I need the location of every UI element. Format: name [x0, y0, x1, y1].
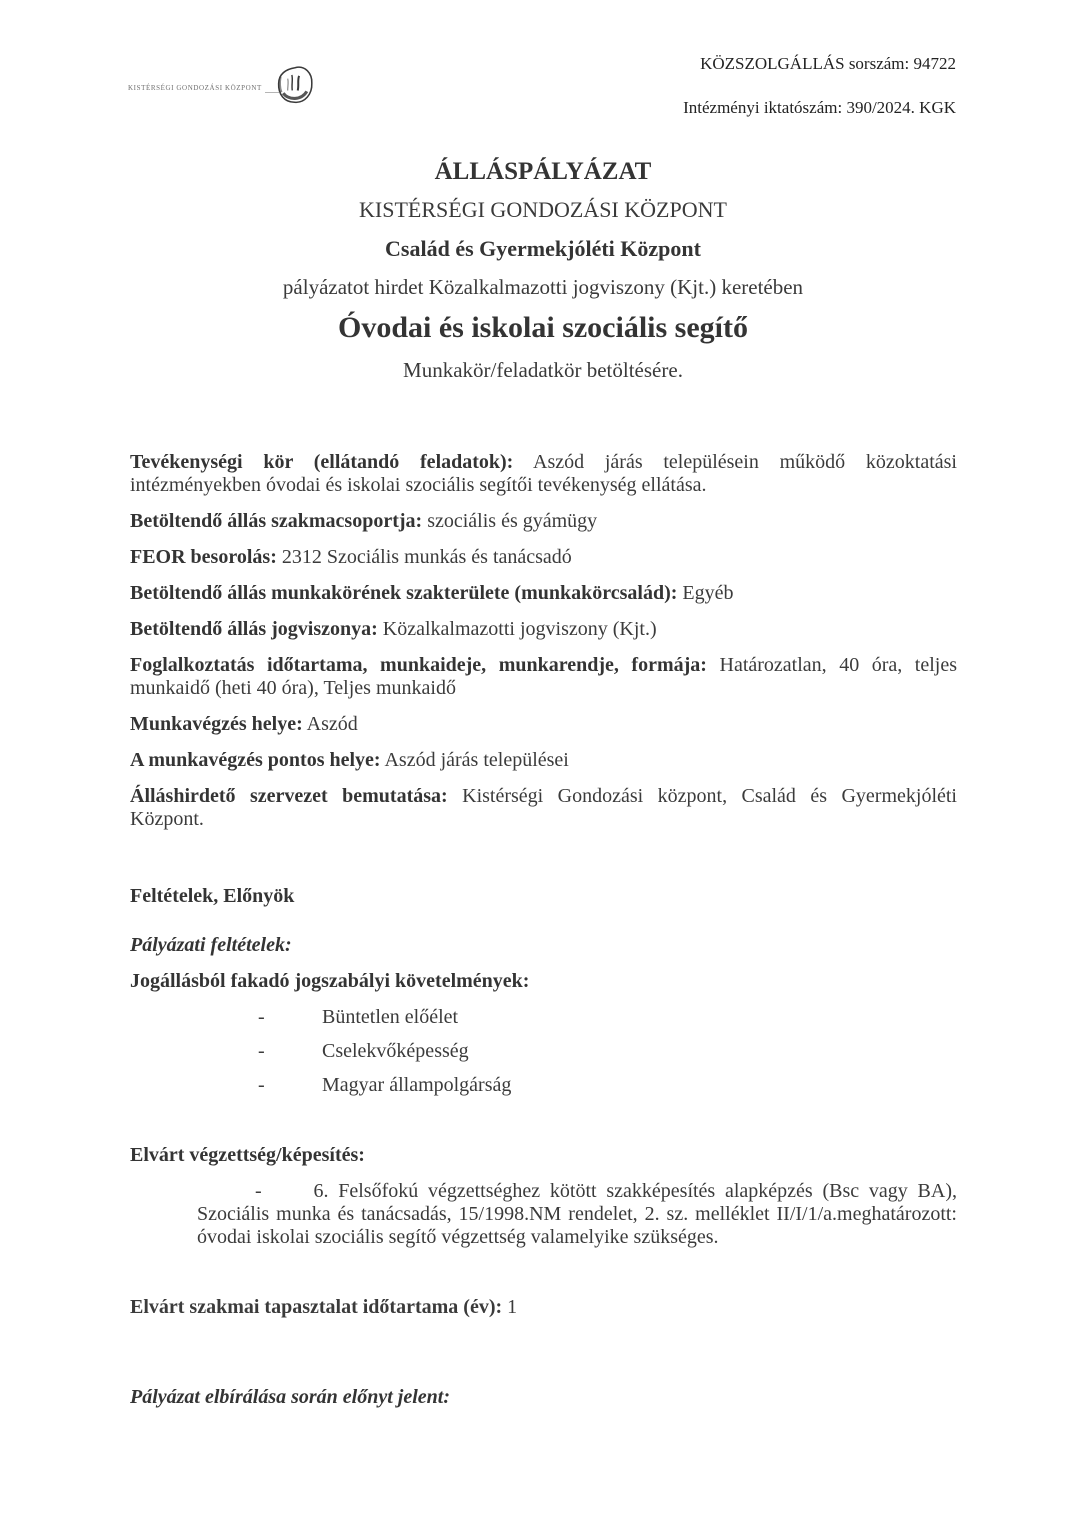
- qualification-paragraph: [197, 1180, 957, 1249]
- detail-row: [130, 713, 957, 736]
- header-serial-number: KÖZSZOLGÁLLÁS sorszám: 94722: [700, 54, 956, 73]
- detail-value: Határozatlan, 40 óra, teljes munkaidő (heti 40 óra), Teljes munkaidő: [130, 654, 958, 699]
- qualification-text: 6. Felsőfokú végzettséghez kötött szakképesítés alapképzés (Bsc vagy BA), Szociális munka és tanácsadás, 15/1998.NM rendelet, 2. sz. melléklet II/I/1/a.meghatározott: óvodai iskolai szociális segítő végzettség valamelyike szükséges.: [197, 1180, 958, 1248]
- experience-row: [130, 1296, 957, 1319]
- section-heading-conditions: Feltételek, Előnyök: [130, 885, 295, 907]
- detail-value: Aszód járás településein működő közoktatási intézményekben óvodai és iskolai szociális segítői tevékenység ellátása.: [130, 451, 957, 496]
- detail-value: Közalkalmazotti jogviszony (Kjt.): [382, 618, 657, 640]
- detail-label: Betöltendő állás munkakörének szakterülete (munkakörcsalád):: [130, 582, 678, 604]
- legal-requirements-heading: Jogállásból fakadó jogszabályi követelmények:: [130, 970, 530, 992]
- detail-row: [130, 785, 957, 831]
- detail-value: Egyéb: [682, 582, 734, 604]
- title-organization: KISTÉRSÉGI GONDOZÁSI KÖZPONT: [359, 197, 727, 222]
- legal-requirement-text: Büntetlen előélet: [322, 1006, 459, 1028]
- title-position-suffix: Munkakör/feladatkör betöltésére.: [403, 358, 683, 382]
- subheading-application-conditions: Pályázati feltételek:: [130, 934, 292, 956]
- detail-label: Foglalkoztatás időtartama, munkaideje, munkarendje, formája:: [130, 654, 707, 676]
- qualification-heading: Elvárt végzettség/képesítés:: [130, 1144, 365, 1166]
- header-reference-block: [683, 54, 956, 142]
- logo-emblem-icon: [275, 64, 315, 111]
- detail-label: FEOR besorolás:: [130, 546, 277, 568]
- advantage-heading: Pályázat elbírálása során előnyt jelent:: [130, 1386, 450, 1408]
- experience-value: 1: [507, 1296, 518, 1318]
- legal-requirement-item: [258, 1006, 957, 1029]
- detail-label: Álláshirdető szervezet bemutatása:: [130, 785, 448, 807]
- title-position-name: Óvodai és iskolai szociális segítő: [337, 311, 748, 344]
- legal-requirement-text: Magyar állampolgárság: [322, 1074, 512, 1096]
- detail-label: Munkavégzés helye:: [130, 713, 303, 735]
- dash-marker: -: [258, 1006, 265, 1028]
- detail-row: [130, 582, 957, 605]
- detail-value: Aszód: [306, 713, 358, 735]
- dash-marker: -: [258, 1040, 265, 1062]
- detail-value: Kistérségi Gondozási központ, Család és Gyermekjóléti Központ.: [130, 785, 957, 830]
- detail-label: A munkavégzés pontos helye:: [130, 749, 381, 771]
- experience-label: Elvárt szakmai tapasztalat időtartama (év):: [130, 1296, 503, 1318]
- detail-value: szociális és gyámügy: [427, 510, 598, 532]
- title-department: Család és Gyermekjóléti Központ: [385, 236, 701, 261]
- detail-value: Aszód járás települései: [384, 749, 569, 771]
- legal-requirement-item: [258, 1040, 957, 1063]
- detail-label: Betöltendő állás jogviszonya:: [130, 618, 378, 640]
- document-body: [130, 451, 957, 1422]
- title-doc-type: ÁLLÁSPÁLYÁZAT: [434, 158, 652, 185]
- title-block: [0, 158, 1086, 383]
- detail-row: [130, 451, 957, 497]
- detail-row: [130, 510, 957, 533]
- detail-row: [130, 618, 957, 641]
- detail-value: 2312 Szociális munkás és tanácsadó: [281, 546, 572, 568]
- detail-row: [130, 546, 957, 569]
- title-announcement: pályázatot hirdet Közalkalmazotti jogviszony (Kjt.) keretében: [282, 275, 804, 299]
- dash-marker: -: [258, 1074, 265, 1096]
- dash-marker: -: [255, 1180, 262, 1202]
- detail-label: Tevékenységi kör (ellátandó feladatok):: [130, 451, 514, 473]
- detail-row: [130, 749, 957, 772]
- legal-requirement-text: Cselekvőképesség: [322, 1040, 469, 1062]
- detail-row: [130, 654, 957, 700]
- organization-logo: [128, 64, 306, 111]
- detail-label: Betöltendő állás szakmacsoportja:: [130, 510, 423, 532]
- header-registry-number: Intézményi iktatószám: 390/2024. KGK: [683, 98, 956, 117]
- logo-text: KISTÉRSÉGI GONDOZÁSI KÖZPONT: [128, 83, 262, 92]
- legal-requirement-item: [258, 1074, 957, 1097]
